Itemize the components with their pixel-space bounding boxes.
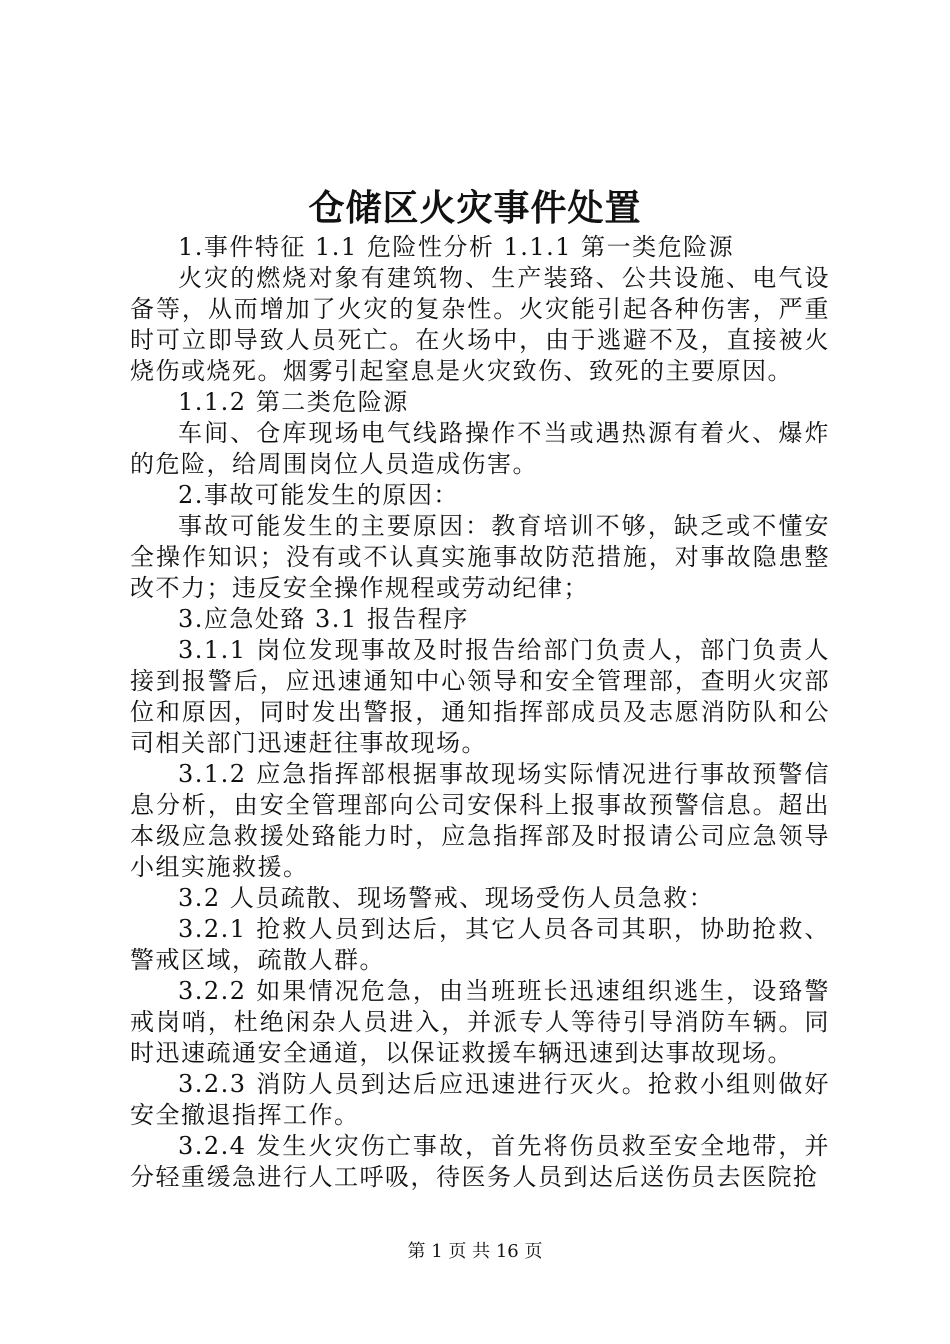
paragraph: 3.2.4 发生火灾伤亡事故，首先将伤员救至安全地带，并分轻重缓急进行人工呼吸，待医务人员到达后送伤员去医院抢 <box>130 1132 830 1191</box>
paragraph: 车间、仓库现场电气线路操作不当或遇热源有着火、爆炸的危险，给周围岗位人员造成伤害。 <box>130 419 830 478</box>
paragraph: 火灾的燃烧对象有建筑物、生产装臵、公共设施、电气设备等，从而增加了火灾的复杂性。火灾能引起各种伤害，严重时可立即导致人员死亡。在火场中，由于逃避不及，直接被火烧伤或烧死。烟雾引起窒息是火灾致伤、致死的主要原因。 <box>130 264 830 385</box>
paragraph: 3.2 人员疏散、现场警戒、现场受伤人员急救： <box>178 884 715 912</box>
paragraph: 3.应急处臵 3.1 报告程序 <box>178 605 469 633</box>
paragraph: 3.1.1 岗位发现事故及时报告给部门负责人，部门负责人接到报警后，应迅速通知中心领导和安全管理部，查明火灾部位和原因，同时发出警报，通知指挥部成员及志愿消防队和公司相关部门迅速赶往事故现场。 <box>130 636 830 757</box>
paragraph: 2.事故可能发生的原因： <box>178 481 459 509</box>
document-body <box>130 232 830 1193</box>
paragraph: 3.2.3 消防人员到达后应迅速进行灭火。抢救小组则做好安全撤退指挥工作。 <box>130 1070 830 1129</box>
paragraph: 1.1.2 第二类危险源 <box>178 388 409 416</box>
page-footer: 第 1 页 共 16 页 <box>407 1241 543 1262</box>
paragraph: 3.2.2 如果情况危急，由当班班长迅速组织逃生，设臵警戒岗哨，杜绝闲杂人员进入，并派专人等待引导消防车辆。同时迅速疏通安全通道，以保证救援车辆迅速到达事故现场。 <box>130 977 830 1067</box>
paragraph: 3.2.1 抢救人员到达后，其它人员各司其职，协助抢救、警戒区域，疏散人群。 <box>130 915 830 974</box>
document-title: 仓储区火灾事件处置 <box>308 187 642 229</box>
paragraph: 1.事件特征 1.1 危险性分析 1.1.1 第一类危险源 <box>178 233 735 261</box>
paragraph: 事故可能发生的主要原因：教育培训不够，缺乏或不懂安全操作知识；没有或不认真实施事故防范措施，对事故隐患整改不力；违反安全操作规程或劳动纪律； <box>130 512 830 602</box>
paragraph: 3.1.2 应急指挥部根据事故现场实际情况进行事故预警信息分析，由安全管理部向公司安保科上报事故预警信息。超出本级应急救援处臵能力时，应急指挥部及时报请公司应急领导小组实施救援。 <box>130 760 830 881</box>
